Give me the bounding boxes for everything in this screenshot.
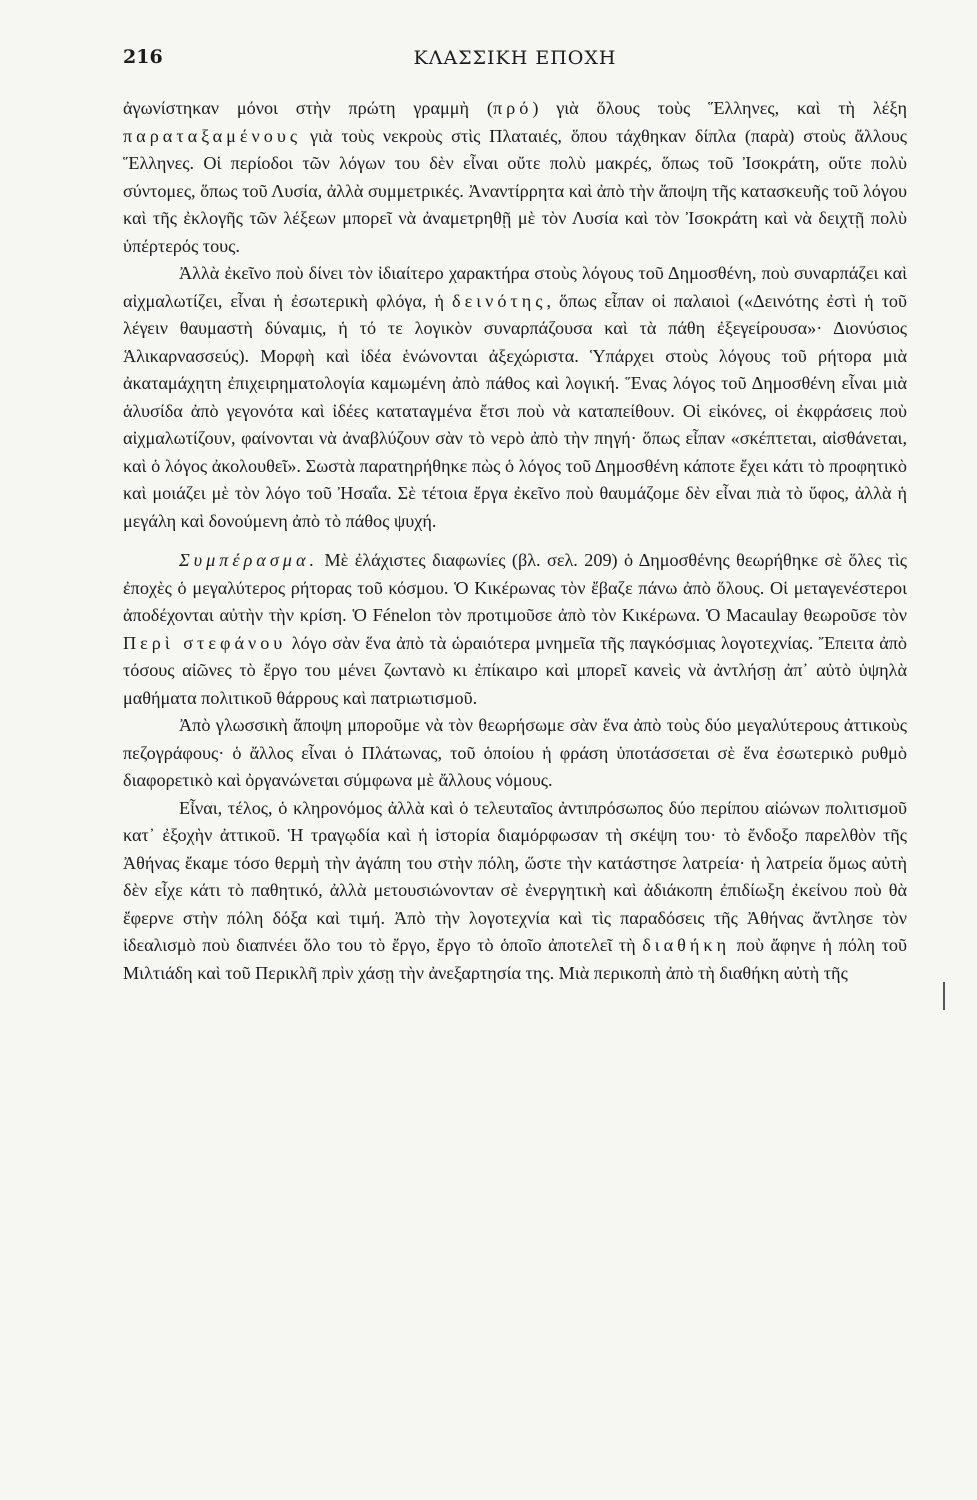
text-run: , ὅπως εἶπαν οἱ παλαιοὶ («Δεινότης ἐστὶ ἡ τοῦ λέγειν θαυμαστὴ δύναμις, ἡ τό τε λογικὸν συναρπάζουσα καὶ τὰ πάθη ἐξεγείρουσα»· Διονύσιος Ἁλικαρνασσεύς). Μορφὴ καὶ ἰδέα ἑνώνονται ἀξεχώριστα. Ὑπάρχει στοὺς λόγους τοῦ ρήτορα μιὰ ἀκαταμάχητη ἐπιχειρηματολογία καμωμένη ἀπὸ πάθος καὶ λογική. Ἕνας λόγος τοῦ Δημοσθένη εἶναι μιὰ ἁλυσίδα ἀπὸ γεγονότα καὶ ἰδέες καταταγμένα ἔτσι ποὺ νὰ καταπείθουν. Οἱ εἰκόνες, οἱ ἐκφράσεις ποὺ αἰχμαλωτίζουν, φαίνονται νὰ ἀναβλύζουν σὰν τὸ νερὸ ἀπὸ τὴν πηγή· ὅπως εἶπαν «σκέπτεται, αἰσθάνεται, καὶ ὁ λόγος ἀκολουθεῖ». Σωστὰ παρατηρήθηκε πὼς ὁ λόγος τοῦ Δημοσθένη κάποτε ἔχει κάτι τὸ προφητικὸ καὶ μοιάζει μὲ τὸν λόγο τοῦ Ἠσαΐα. Σὲ τέτοια ἔργα ἐκεῖνο ποὺ θαυμάζομε δὲν εἶναι πιὰ τὸ ὕφος, ἀλλὰ ἡ μεγάλη καὶ δονούμενη ἀπὸ τὸ πάθος ψυχή. (123, 290, 907, 531)
emphasized-text: Περὶ στεφάνου (123, 632, 287, 653)
text-run: ποὺ ἄφηνε ἡ πόλη τοῦ Μιλτιάδη καὶ τοῦ Περικλῆ πρὶν χάσῃ τὴν ἀνεξαρτησία της. Μιὰ περικοπὴ ἀπὸ τὴ διαθήκη αὐτὴ τῆς (123, 935, 907, 983)
paragraph (123, 547, 907, 712)
emphasized-text: δεινότης (452, 290, 547, 311)
paragraph (123, 260, 907, 535)
page-number: 216 (123, 46, 163, 68)
text-run: ) γιὰ ὅλους τοὺς Ἕλληνες, καὶ τὴ λέξη (532, 98, 907, 118)
emphasized-text: πρό (492, 98, 533, 118)
text-run: Ἀλλὰ ἐκεῖνο ποὺ δίνει τὸν ἰδιαίτερο χαρακτήρα στοὺς λόγους τοῦ Δημοσθένη, ποὺ συναρπάζει καὶ αἰχμαλωτίζει, εἶναι ἡ ἐσωτερικὴ φλόγα, ἡ (123, 263, 907, 311)
paragraph (123, 95, 907, 260)
body-text (123, 95, 907, 987)
emphasized-text: Συμπέρασμα. (179, 550, 319, 570)
text-run: γιὰ τοὺς νεκροὺς στὶς Πλαταιές, ὅπου τάχθηκαν δίπλα (παρὰ) στοὺς ἄλλους Ἕλληνες. Οἱ περίοδοι τῶν λόγων του δὲν εἶναι οὔτε πολὺ μακρές, ὅπως τοῦ Ἰσοκράτη, οὔτε πολὺ σύντομες, ὅπως τοῦ Λυσία, ἀλλὰ συμμετρικές. Ἀναντίρρητα καὶ ἀπὸ τὴν ἄποψη τῆς κατασκευῆς τοῦ λόγου καὶ τῆς ἐκλογῆς τῶν λέξεων μπορεῖ νὰ ἀναμετρηθῇ μὲ τὸν Λυσία καὶ τὸν Ἰσοκράτη καὶ νὰ δειχτῇ πολὺ ὑπέρτερός τους. (123, 125, 907, 256)
paragraph (123, 795, 907, 988)
text-run: λόγο σὰν ἕνα ἀπὸ τὰ ὡραιότερα μνημεῖα τῆς παγκόσμιας λογοτεχνίας. Ἔπειτα ἀπὸ τόσους αἰῶνες τὸ ἔργο του μένει ζωντανὸ κι ἐπίκαιρο καὶ μπορεῖ κανεὶς νὰ ἀντλήσῃ ἀπ᾿ αὐτὸ ὑψηλὰ μαθήματα πολιτικοῦ θάρρους καὶ πατριωτισμοῦ. (123, 632, 908, 708)
text-run: Ἀπὸ γλωσσικὴ ἄποψη μποροῦμε νὰ τὸν θεωρήσωμε σὰν ἕνα ἀπὸ τοὺς δύο μεγαλύτερους ἀττικοὺς πεζογράφους· ὁ ἄλλος εἶναι ὁ Πλάτωνας, τοῦ ὁποίου ἡ φράση ὑποτάσσεται σὲ ἕνα ἐσωτερικὸ ρυθμὸ διαφορετικὸ καὶ ὀργανώνεται σύμφωνα μὲ ἄλλους νόμους. (123, 715, 907, 790)
text-run: Μὲ ἐλάχιστες διαφωνίες (βλ. σελ. 209) ὁ Δημοσθένης θεωρήθηκε σὲ ὅλες τὶς ἐποχὲς ὁ μεγαλύτερος ρήτορας τοῦ κόσμου. Ὁ Κικέρωνας τὸν ἔβαζε πάνω ἀπὸ ὅλους. Οἱ μεταγενέστεροι ἀποδέχονται αὐτὴν τὴν κρίση. Ὁ Fénelon τὸν προτιμοῦσε ἀπὸ τὸν Κικέρωνα. Ὁ Macaulay θεωροῦσε τὸν (123, 550, 907, 625)
page-header (123, 46, 907, 76)
paragraph (123, 712, 907, 795)
margin-mark (943, 982, 945, 1010)
text-run: ἀγωνίστηκαν μόνοι στὴν πρώτη γραμμὴ ( (123, 98, 493, 118)
emphasized-text: παραταξαμένους (123, 125, 302, 146)
running-title: ΚΛΑΣΣΙΚΗ ΕΠΟΧΗ (413, 47, 617, 69)
text-run: Εἶναι, τέλος, ὁ κληρονόμος ἀλλὰ καὶ ὁ τελευταῖος ἀντιπρόσωπος δύο περίπου αἰώνων πολιτισμοῦ κατ᾿ ἐξοχὴν ἀττικοῦ. Ἡ τραγῳδία καὶ ἡ ἱστορία διαμόρφωσαν τὴ σκέψη του· τὸ ἔνδοξο παρελθὸν τῆς Ἀθήνας ἔκαμε τόσο θερμὴ τὴν ἀγάπη του στὴν πόλη, ὥστε τὴν κατάστησε λατρεία· ἡ λατρεία ὅμως αὐτὴ δὲν εἶχε κάτι τὸ παθητικό, ἀλλὰ μετουσιώνονταν σὲ ἐνεργητικὴ καὶ ἀδιάκοπη ἐπιδίωξη ἐκείνου ποὺ θὰ ἔφερνε στὴν πόλη δόξα καὶ τιμή. Ἀπὸ τὴν λογοτεχνία καὶ τὶς παραδόσεις τῆς Ἀθήνας ἄντλησε τὸν ἰδεαλισμὸ ποὺ διαπνέει ὅλο του τὸ ἔργο, ἔργο τὸ ὁποῖο ἀποτελεῖ τὴ (123, 797, 907, 955)
emphasized-text: διαθήκη (642, 935, 731, 955)
